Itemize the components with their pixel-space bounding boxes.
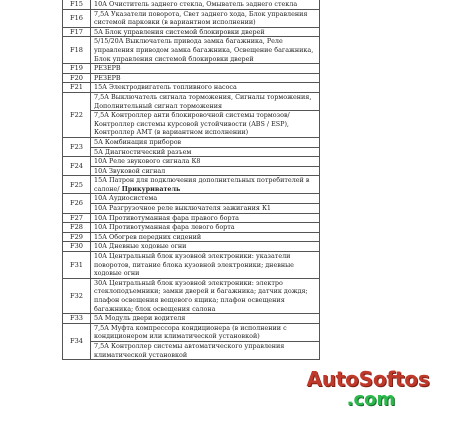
fuse-description-text: 5А Комбинация приборов xyxy=(94,137,182,146)
fuse-description xyxy=(91,92,320,110)
fuse-id: F33 xyxy=(63,314,91,324)
fuse-description xyxy=(91,323,320,341)
fuse-table-body xyxy=(63,0,320,360)
fuse-row xyxy=(63,83,320,93)
fuse-row xyxy=(63,92,320,110)
fuse-row xyxy=(63,252,320,279)
fuse-description xyxy=(91,242,320,252)
fuse-id: F30 xyxy=(63,242,91,252)
fuse-description xyxy=(91,213,320,223)
fuse-table xyxy=(62,0,320,360)
fuse-id: F18 xyxy=(63,37,91,64)
fuse-description-text: 10А Дневные ходовые огни xyxy=(94,242,187,251)
fuse-description-text: 7,5А Контроллер системы автоматического управления климатической установкой xyxy=(94,341,285,359)
fuse-description xyxy=(91,73,320,83)
fuse-description xyxy=(91,232,320,242)
fuse-description-text: 7,5А Контроллер анти блокировочной системы тормозов/ Контроллер системы курсовой устойчивости (ABS / ESP), Контроллер АМТ (в вариантном исполнении) xyxy=(94,111,290,137)
fuse-description xyxy=(91,194,320,204)
fuse-description xyxy=(91,27,320,37)
fuse-description-text: 10А Противотуманная фара правого борта xyxy=(94,213,239,222)
fuse-id: F26 xyxy=(63,194,91,213)
fuse-description xyxy=(91,37,320,64)
fuse-description-text: РЕЗЕРВ xyxy=(94,73,121,82)
fuse-id: F29 xyxy=(63,232,91,242)
fuse-id: F17 xyxy=(63,27,91,37)
fuse-id: F34 xyxy=(63,323,91,359)
fuse-id: F23 xyxy=(63,137,91,156)
fuse-description-text: 30А Центральный блок кузовной электроники: электро стеклоподъемники; замки дверей и багажника; датчик дождя; плафон освещения вещевого ящика; плафон освещения багажника; блок освещения салона xyxy=(94,278,308,313)
fuse-row xyxy=(63,64,320,74)
fuse-id: F21 xyxy=(63,83,91,93)
fuse-id: F27 xyxy=(63,213,91,223)
fuse-row xyxy=(63,323,320,341)
fuse-row xyxy=(63,37,320,64)
fuse-description xyxy=(91,278,320,313)
fuse-id: F20 xyxy=(63,73,91,83)
fuse-row xyxy=(63,176,320,194)
fuse-description xyxy=(91,223,320,233)
fuse-description xyxy=(91,157,320,167)
fuse-description-text: 15А Электродвигатель топливного насоса xyxy=(94,83,237,92)
fuse-row xyxy=(63,223,320,233)
fuse-description-text: 5А Блок управления системой блокировки дверей xyxy=(94,27,265,36)
fuse-row xyxy=(63,0,320,9)
fuse-description-text: 10А Центральный блок кузовной электроники: указатели поворотов, питание блока кузовной электроники; дневные ходовые огни xyxy=(94,252,294,278)
fuse-row xyxy=(63,278,320,313)
fuse-row xyxy=(63,204,320,214)
fuse-description-text: 10А Разгрузочное реле выключателя зажигания К1 xyxy=(94,204,271,213)
fuse-row xyxy=(63,314,320,324)
fuse-id: F24 xyxy=(63,157,91,176)
fuse-description xyxy=(91,83,320,93)
fuse-description-text: 7,5А Выключатель сигнала торможения, Сигналы торможения, Дополнительный сигнал торможения xyxy=(94,92,312,110)
fuse-description xyxy=(91,147,320,157)
fuse-row xyxy=(63,166,320,176)
fuse-description-text: 5/15/20А Выключатель привода замка багажника, Реле управления приводом замка багажника, Освещение багажника, Блок управления системой блокировки дверей xyxy=(94,37,314,63)
fuse-id: F22 xyxy=(63,92,91,137)
fuse-row xyxy=(63,73,320,83)
fuse-description-text: РЕЗЕРВ xyxy=(94,64,121,73)
fuse-id: F28 xyxy=(63,223,91,233)
fuse-row xyxy=(63,9,320,27)
fuse-description-text: 5А Диагностический разъем xyxy=(94,147,192,156)
fuse-row xyxy=(63,232,320,242)
fuse-description-text: 10А Противотуманная фара левого борта xyxy=(94,223,235,232)
fuse-row xyxy=(63,111,320,138)
fuse-description xyxy=(91,0,320,9)
fuse-description xyxy=(91,137,320,147)
fuse-description-text: 10А Очиститель заднего стекла, Омыватель заднего стекла xyxy=(94,0,298,8)
fuse-id: F16 xyxy=(63,9,91,27)
fuse-row xyxy=(63,157,320,167)
fuse-description xyxy=(91,64,320,74)
watermark-line1: AutoSoftos xyxy=(306,367,430,391)
fuse-description-text: 10А Реле звукового сигнала К8 xyxy=(94,157,201,166)
fuse-id: F19 xyxy=(63,64,91,74)
fuse-row xyxy=(63,147,320,157)
fuse-description xyxy=(91,341,320,359)
fuse-row xyxy=(63,213,320,223)
watermark-logo xyxy=(298,369,438,409)
fuse-description-text: 7,5А Муфта компрессора кондиционера (в исполнении с кондиционером или климатической установкой) xyxy=(94,323,287,341)
fuse-description xyxy=(91,314,320,324)
fuse-description xyxy=(91,204,320,214)
fuse-description-bold: Прикуриватель xyxy=(119,184,181,193)
fuse-id: F32 xyxy=(63,278,91,313)
fuse-description xyxy=(91,9,320,27)
fuse-row xyxy=(63,341,320,359)
fuse-description-text: 10А Аудиосистема xyxy=(94,194,158,203)
fuse-id: F15 xyxy=(63,0,91,9)
fuse-description-text: 7,5А Указатели поворота, Свет заднего хода, Блок управления системой парковки (в вариантном исполнении) xyxy=(94,9,308,27)
fuse-description xyxy=(91,111,320,138)
fuse-id: F31 xyxy=(63,252,91,279)
fuse-description xyxy=(91,166,320,176)
fuse-description-text: 10А Звуковой сигнал xyxy=(94,166,166,175)
fuse-description-text: 15А Патрон для подключения дополнительных потребителей в салоне/ xyxy=(94,176,310,193)
fuse-row xyxy=(63,242,320,252)
fuse-description-text: 5А Модуль двери водителя xyxy=(94,314,186,323)
fuse-id: F25 xyxy=(63,176,91,194)
fuse-table-sheet xyxy=(62,0,320,360)
fuse-description xyxy=(91,252,320,279)
fuse-row xyxy=(63,194,320,204)
fuse-row xyxy=(63,27,320,37)
fuse-description-text: 15А Обогрев передних сидений xyxy=(94,232,202,241)
fuse-row xyxy=(63,137,320,147)
fuse-description xyxy=(91,176,320,194)
watermark-line2: .com xyxy=(346,389,396,410)
